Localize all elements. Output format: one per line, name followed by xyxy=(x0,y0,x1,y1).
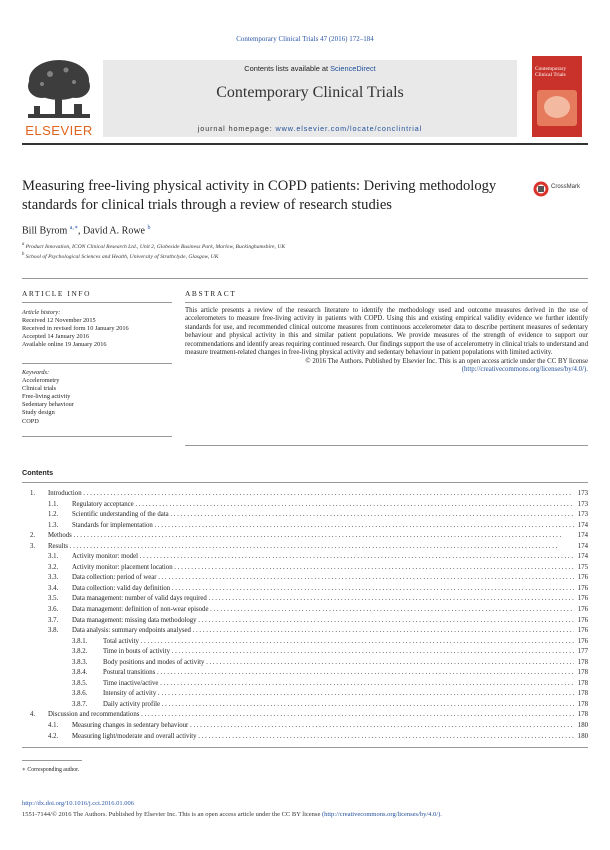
toc-title[interactable]: Measuring changes in sedentary behaviour . . . xyxy=(72,721,574,732)
contents-heading: Contents xyxy=(22,468,54,477)
divider xyxy=(22,747,588,748)
crossmark-badge[interactable] xyxy=(533,178,588,200)
toc-page[interactable]: 175 xyxy=(577,563,588,571)
toc-entry[interactable] xyxy=(22,626,588,637)
toc-title[interactable]: Body positions and modes of activity . . . xyxy=(103,658,574,669)
toc-number: 3.6. xyxy=(48,606,59,614)
affiliation xyxy=(22,242,522,250)
toc-title[interactable]: Daily activity profile . . . xyxy=(103,700,574,711)
toc-page[interactable]: 180 xyxy=(577,732,588,740)
toc-title[interactable]: Activity monitor: placement location . . . xyxy=(72,563,574,574)
toc-entry[interactable] xyxy=(22,552,588,563)
toc-number: 4. xyxy=(30,711,36,719)
toc-page[interactable]: 177 xyxy=(577,648,588,656)
toc-title[interactable]: Postural transitions . . . xyxy=(103,668,574,679)
toc-entry[interactable] xyxy=(22,531,588,542)
toc-number: 3.7. xyxy=(48,616,59,624)
keyword: Free-living activity xyxy=(22,393,71,401)
affiliation-text: Product Innovation, ICON Clinical Research Ltd., Unit 2, Globeside Business Park, Marlow, Buckinghamshire, UK xyxy=(25,243,286,250)
doi-link[interactable]: http://dx.doi.org/10.1016/j.cct.2016.01.006 xyxy=(22,800,135,807)
toc-entry[interactable] xyxy=(22,542,588,553)
toc-entry[interactable] xyxy=(22,489,588,500)
history-entry: Received in revised form 10 January 2016 xyxy=(22,325,129,333)
toc-page[interactable]: 180 xyxy=(577,722,588,730)
toc-entry[interactable] xyxy=(22,616,588,627)
toc-entry[interactable] xyxy=(22,500,588,511)
toc-entry[interactable] xyxy=(22,721,588,732)
toc-page[interactable]: 173 xyxy=(577,511,588,519)
elsevier-wordmark: ELSEVIER xyxy=(25,123,93,138)
toc-number: 4.1. xyxy=(48,722,59,730)
journal-citation[interactable]: Contemporary Clinical Trials 47 (2016) 172–184 xyxy=(236,35,374,43)
toc-entry[interactable] xyxy=(22,594,588,605)
author-superscript[interactable]: a,∗ xyxy=(69,225,79,231)
history-entry: Accepted 14 January 2016 xyxy=(22,333,89,341)
toc-title[interactable]: Data collection: valid day definition . . . xyxy=(72,584,574,595)
keywords-label: Keywords: xyxy=(22,369,50,376)
toc-page[interactable]: 178 xyxy=(577,669,588,677)
toc-entry[interactable] xyxy=(22,521,588,532)
toc-page[interactable]: 173 xyxy=(577,490,588,497)
toc-page[interactable]: 176 xyxy=(577,637,588,645)
toc-entry[interactable] xyxy=(22,563,588,574)
toc-number: 1.1. xyxy=(48,500,59,508)
corresponding-author-footnote: ∗ Corresponding author. xyxy=(22,767,80,773)
toc-number: 3.8.4. xyxy=(72,669,88,677)
affiliation-text: School of Psychological Sciences and Health, University of Strathclyde, Glasgow, UK xyxy=(25,253,219,260)
toc-entry[interactable] xyxy=(22,510,588,521)
toc-title[interactable]: Scientific understanding of the data . . . xyxy=(72,510,574,521)
homepage-prefix: journal homepage: xyxy=(197,124,276,133)
divider xyxy=(185,302,588,303)
homepage-link[interactable]: www.elsevier.com/locate/conclintrial xyxy=(275,124,423,133)
keyword: Clinical trials xyxy=(22,385,57,393)
history-entry: Available online 19 January 2016 xyxy=(22,341,107,349)
toc-entry[interactable] xyxy=(22,637,588,648)
author-superscript[interactable]: b xyxy=(147,225,151,231)
toc-page[interactable]: 178 xyxy=(577,690,588,698)
toc-number: 3.3. xyxy=(48,574,59,582)
toc-page[interactable]: 178 xyxy=(577,679,588,687)
divider xyxy=(22,482,588,483)
toc-entry[interactable] xyxy=(22,584,588,595)
table-of-contents xyxy=(22,489,588,742)
abstract-text: This article presents a review of the research literature to identify the methodology used and outcome measures derived in the use of accelerometers to measure free-living activity in patients with COPD. Using this and existing empirical validity evidence we further identify standards for use, and recommended clinical outcome measures from continuous accelerometer data to describe pertinent measures of sedentary behaviour and physical activity in this and similar patient populations. We provide measures of the strength of evidence to support our recommendations and identify areas requiring continued research. Our findings support the use of accelerometry in clinical trials to understand and measure treatment-related changes in free-living physical activity and sedentary behaviour in patient populations with limited activity. xyxy=(185,307,588,357)
sciencedirect-link[interactable]: ScienceDirect xyxy=(330,64,376,73)
keywords xyxy=(22,369,182,426)
toc-title[interactable]: Data management: number of valid days required . . . xyxy=(72,594,574,605)
toc-title[interactable]: Introduction . . . xyxy=(48,489,574,500)
toc-page[interactable]: 178 xyxy=(577,658,588,666)
keyword: COPD xyxy=(22,417,39,425)
abstract-copyright: © 2016 The Authors. Published by Elsevier Inc. This is an open access article under the CC BY license xyxy=(305,357,588,365)
article-history xyxy=(22,309,182,349)
abstract-body xyxy=(185,307,588,375)
toc-title[interactable]: Regulatory acceptance . . . xyxy=(72,500,574,511)
toc-title[interactable]: Time inactive/active . . . xyxy=(103,679,574,690)
divider xyxy=(22,302,172,303)
divider xyxy=(22,436,172,437)
toc-number: 1. xyxy=(30,490,36,497)
toc-page[interactable]: 173 xyxy=(577,500,588,508)
abstract-heading: ABSTRACT xyxy=(185,289,237,298)
affiliation xyxy=(22,252,522,260)
toc-number: 3.4. xyxy=(48,584,59,592)
toc-number: 1.2. xyxy=(48,511,59,519)
toc-page[interactable]: 176 xyxy=(577,584,588,592)
author-list: Bill Byrom $^{a,∗}$, David A. Rowe $^b$ xyxy=(22,225,151,237)
toc-entry[interactable] xyxy=(22,668,588,679)
toc-page[interactable]: 178 xyxy=(577,700,588,708)
toc-number: 3.1. xyxy=(48,553,59,561)
issn-text: 1551-7144/© 2016 The Authors. Published by Elsevier Inc. This is an open access article under the CC BY license xyxy=(22,811,322,818)
cover-title: Contemporary Clinical Trials xyxy=(535,66,567,78)
cover-art-detail xyxy=(544,96,570,118)
toc-entry[interactable] xyxy=(22,689,588,700)
toc-title[interactable]: Methods . . . xyxy=(48,531,574,542)
divider xyxy=(22,363,172,364)
journal-title: Contemporary Clinical Trials xyxy=(216,84,404,101)
history-label: Article history: xyxy=(22,309,61,316)
toc-entry[interactable] xyxy=(22,732,588,743)
crossmark-label: CrossMark xyxy=(551,184,581,190)
crossmark-icon xyxy=(533,181,549,197)
toc-entry[interactable] xyxy=(22,700,588,711)
toc-number: 3.8.1. xyxy=(72,637,88,645)
header-divider xyxy=(22,143,588,145)
toc-entry[interactable] xyxy=(22,573,588,584)
toc-number: 3.8.6. xyxy=(72,690,88,698)
toc-number: 1.3. xyxy=(48,521,59,529)
toc-page[interactable]: 178 xyxy=(577,711,588,719)
keyword: Sedentary behaviour xyxy=(22,401,74,409)
toc-number: 3.2. xyxy=(48,563,59,571)
toc-title[interactable]: Data management: definition of non-wear episode . . . xyxy=(72,605,574,616)
toc-number: 3. xyxy=(30,542,36,550)
toc-page[interactable]: 176 xyxy=(577,595,588,603)
article-info-heading: ARTICLE INFO xyxy=(22,289,92,298)
toc-entry[interactable] xyxy=(22,605,588,616)
toc-page[interactable]: 174 xyxy=(577,553,588,561)
toc-title[interactable]: Data collection: period of wear . . . xyxy=(72,573,574,584)
toc-number: 3.8.2. xyxy=(72,648,88,656)
toc-number: 3.8.3. xyxy=(72,658,88,666)
footnote-divider xyxy=(22,760,82,761)
keyword: Study design xyxy=(22,409,55,417)
toc-number: 3.8.7. xyxy=(72,700,88,708)
toc-title[interactable]: Standards for implementation . . . xyxy=(72,521,574,532)
contents-availability xyxy=(103,64,517,73)
journal-homepage xyxy=(103,124,517,133)
toc-title[interactable]: Data management: missing data methodology . . . xyxy=(72,616,574,627)
toc-page[interactable]: 174 xyxy=(577,542,588,550)
toc-entry[interactable] xyxy=(22,658,588,669)
license-link[interactable]: (http://creativecommons.org/licenses/by/4.0/). xyxy=(461,366,588,374)
toc-number: 2. xyxy=(30,532,36,540)
toc-number: 3.8.5. xyxy=(72,679,88,687)
toc-page[interactable]: 176 xyxy=(577,616,588,624)
issn-line xyxy=(22,811,442,818)
divider xyxy=(185,445,588,446)
toc-title[interactable]: Time in bouts of activity . . . xyxy=(103,647,574,658)
keyword: Accelerometry xyxy=(22,377,60,385)
footer-license-link[interactable]: (http://creativecommons.org/licenses/by/4.0/). xyxy=(321,811,442,818)
article-title: Measuring free-living physical activity in COPD patients: Deriving methodology standards for clinical trials through a review of research studies xyxy=(22,178,497,213)
toc-title[interactable]: Discussion and recommendations . . . xyxy=(48,710,574,721)
toc-title[interactable]: Data analysis: summary endpoints analysed . . . xyxy=(72,626,574,637)
toc-title[interactable]: Measuring light/moderate and overall activity . . . xyxy=(72,732,574,743)
author-name[interactable]: David A. Rowe xyxy=(83,225,145,237)
toc-title[interactable]: Intensity of activity . . . xyxy=(103,689,574,700)
toc-number: 4.2. xyxy=(48,732,59,740)
toc-number: 3.5. xyxy=(48,595,59,603)
toc-entry[interactable] xyxy=(22,647,588,658)
toc-page[interactable]: 174 xyxy=(577,521,588,529)
toc-number: 3.8. xyxy=(48,627,59,635)
journal-cover-image xyxy=(532,56,582,137)
section-divider xyxy=(22,278,588,279)
toc-entry[interactable] xyxy=(22,679,588,690)
toc-page[interactable]: 176 xyxy=(577,574,588,582)
toc-page[interactable]: 176 xyxy=(577,627,588,635)
toc-title[interactable]: Results . . . xyxy=(48,542,574,553)
toc-entry[interactable] xyxy=(22,710,588,721)
toc-title[interactable]: Activity monitor: model . . . xyxy=(72,552,574,563)
toc-page[interactable]: 176 xyxy=(577,606,588,614)
history-entry: Received 12 November 2015 xyxy=(22,317,96,325)
contents-prefix: Contents lists available at xyxy=(244,64,331,73)
author-name[interactable]: Bill Byrom xyxy=(22,225,68,237)
affiliation-marker: b xyxy=(22,252,25,257)
toc-page[interactable]: 174 xyxy=(577,532,588,540)
affiliation-marker: a xyxy=(22,242,25,247)
toc-title[interactable]: Total activity . . . xyxy=(103,637,574,648)
